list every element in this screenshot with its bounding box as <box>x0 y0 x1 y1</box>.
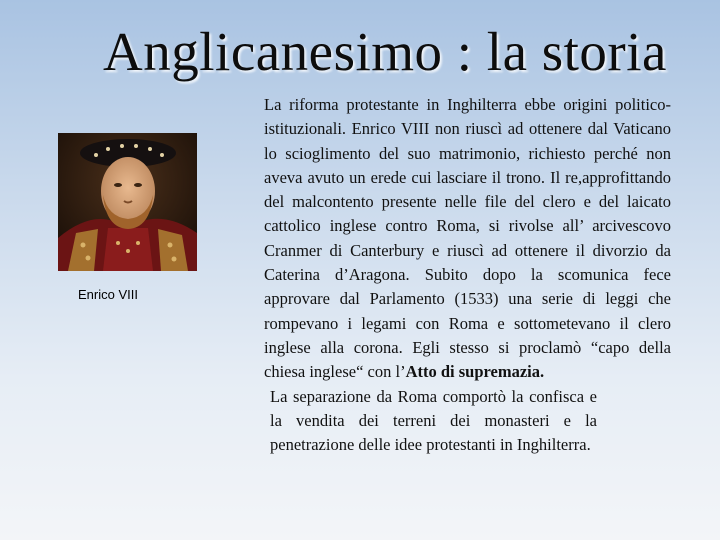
paragraph-separation: La separazione da Roma comportò la confisca e la vendita dei terreni dei monasteri e la penetrazione delle idee protestanti in Inghilterra. <box>270 386 597 455</box>
paragraph-reform <box>264 93 671 385</box>
slide-title: Anglicanesimo : la storia <box>103 21 667 82</box>
henry-viii-portrait <box>58 133 197 271</box>
act-of-supremacy: Atto di supremazia. <box>405 362 545 382</box>
history-text <box>264 93 671 457</box>
portrait-caption: Enrico VIII <box>78 287 138 302</box>
paragraph-reform-text: La riforma protestante in Inghilterra ebbe origini politico-istituzionali. Enrico VIII non riuscì ad ottenere dal Vaticano lo scioglimento del suo matrimonio, richiesto perché non aveva avuto un erede cui lasciare il trono. Il re,approfittando del malcontento presente nelle file del clero e del laicato cattolico inglese contro Roma, si rivolse all’ arcivescovo Cranmer di Canterbury e riuscì ad ottenere il divorzio da Caterina d’Aragona. Subito dopo la scomunica fece approvare dal Parlamento (1533) una serie di leggi che rompevano i legami con Roma e sottometevano il clero inglese alla corona. Egli stesso si proclamò “capo della chiesa inglese“ con l’ <box>264 95 671 382</box>
